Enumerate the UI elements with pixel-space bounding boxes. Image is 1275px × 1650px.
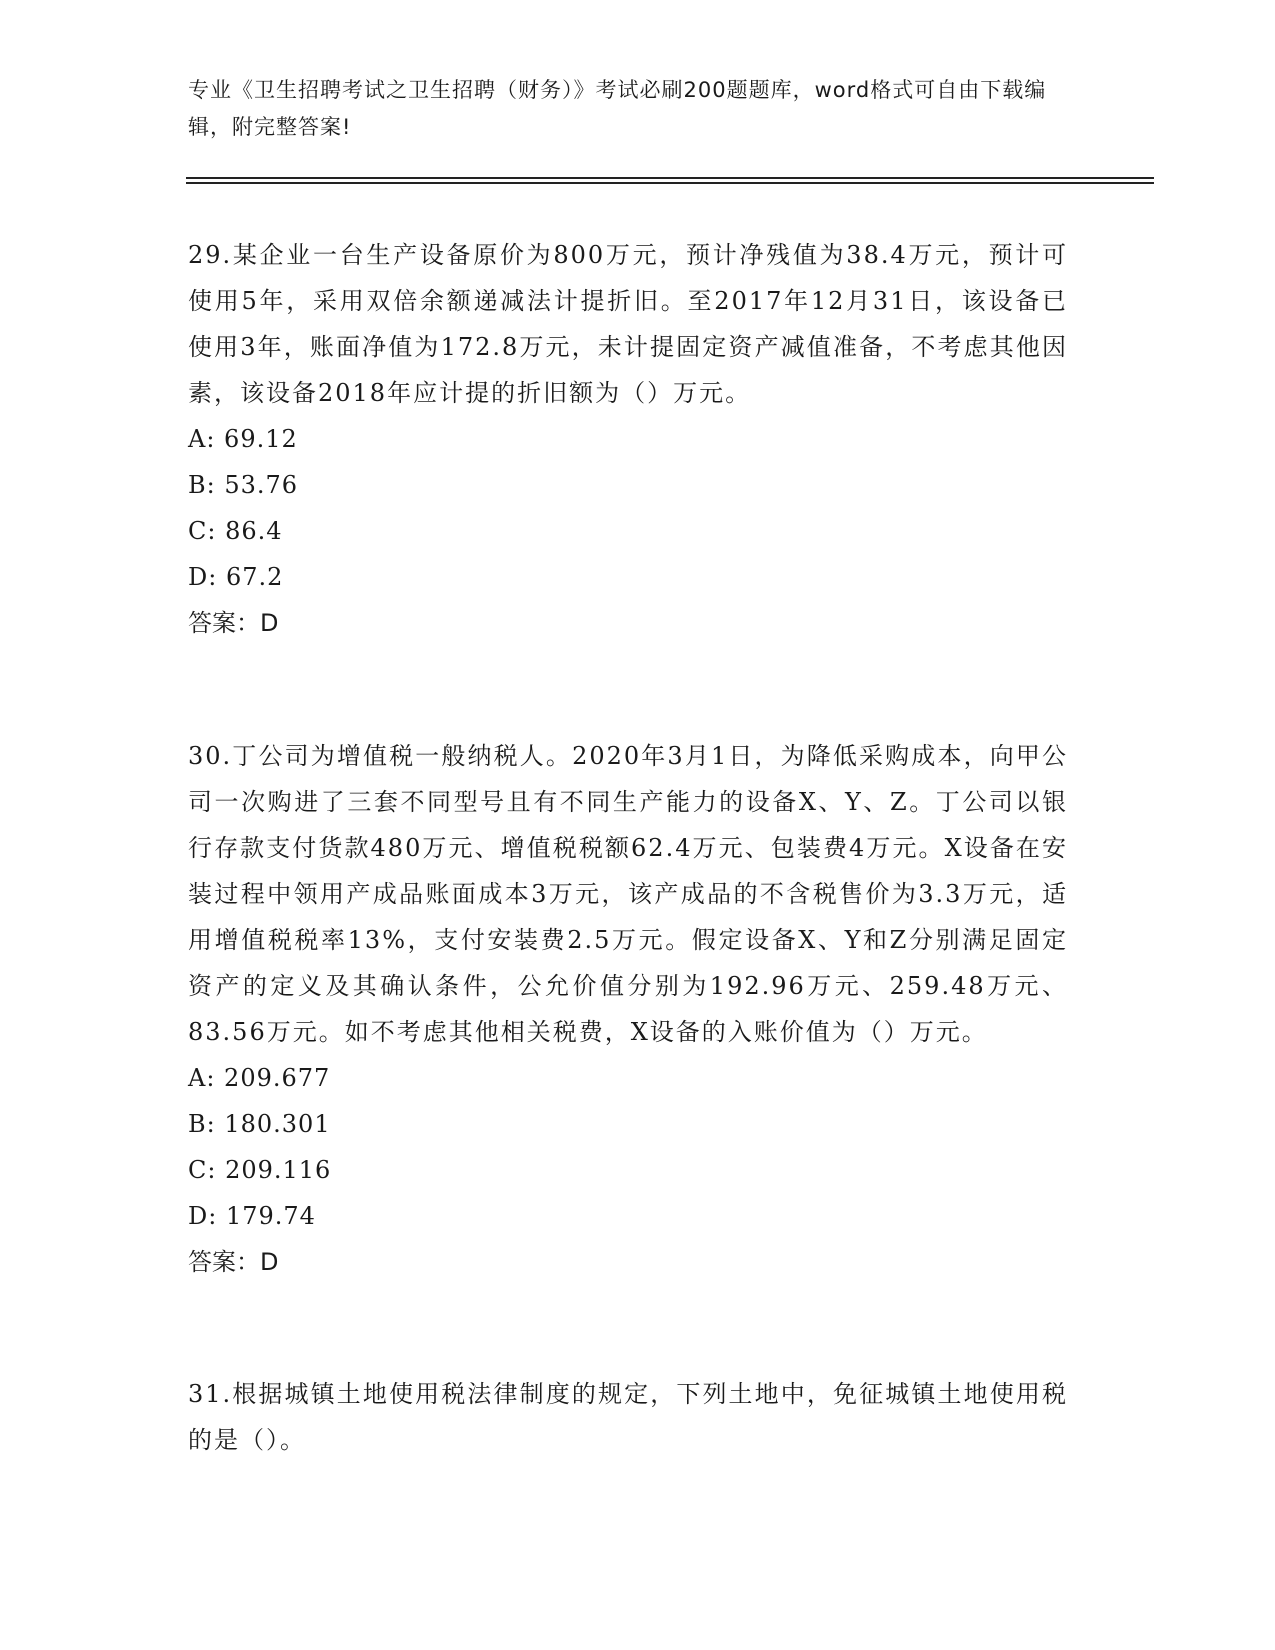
document-header: 专业《卫生招聘考试之卫生招聘（财务）》考试必刷200题题库，word格式可自由下载编辑，附完整答案!: [188, 78, 1047, 139]
question-text: 31.根据城镇土地使用税法律制度的规定，下列土地中，免征城镇土地使用税的是（）。: [188, 1380, 1068, 1454]
option-c: C: 209.116: [188, 1156, 332, 1184]
option-b: B: 180.301: [188, 1110, 331, 1138]
header-divider-bottom: [186, 182, 1154, 184]
question-31: [188, 1371, 1068, 1463]
option-d: D: 67.2: [188, 563, 284, 591]
question-text: 29.某企业一台生产设备原价为800万元，预计净残值为38.4万元，预计可使用5年，采用双倍余额递减法计提折旧。至2017年12月31日，该设备已使用3年，账面净值为172.8万元，未计提固定资产减值准备，不考虑其他因素，该设备2018年应计提的折旧额为（）万元。: [188, 241, 1068, 407]
option-b: B: 53.76: [188, 471, 299, 499]
header-divider-top: [186, 177, 1154, 179]
answer-line: 答案：D: [188, 609, 279, 637]
option-a: A: 209.677: [188, 1064, 331, 1092]
option-a: A: 69.12: [188, 425, 298, 453]
answer-line: 答案：D: [188, 1248, 279, 1276]
option-d: D: 179.74: [188, 1202, 316, 1230]
question-29: [188, 232, 1068, 646]
question-30: [188, 733, 1068, 1285]
question-text: 30.丁公司为增值税一般纳税人。2020年3月1日，为降低采购成本，向甲公司一次购进了三套不同型号且有不同生产能力的设备X、Y、Z。丁公司以银行存款支付货款480万元、增值税税额62.4万元、包装费4万元。X设备在安装过程中领用产成品账面成本3万元，该产成品的不含税售价为3.3万元，适用增值税税率13%，支付安装费2.5万元。假定设备X、Y和Z分别满足固定资产的定义及其确认条件，公允价值分别为192.96万元、259.48万元、83.56万元。如不考虑其他相关税费，X设备的入账价值为（）万元。: [188, 742, 1068, 1046]
option-c: C: 86.4: [188, 517, 283, 545]
